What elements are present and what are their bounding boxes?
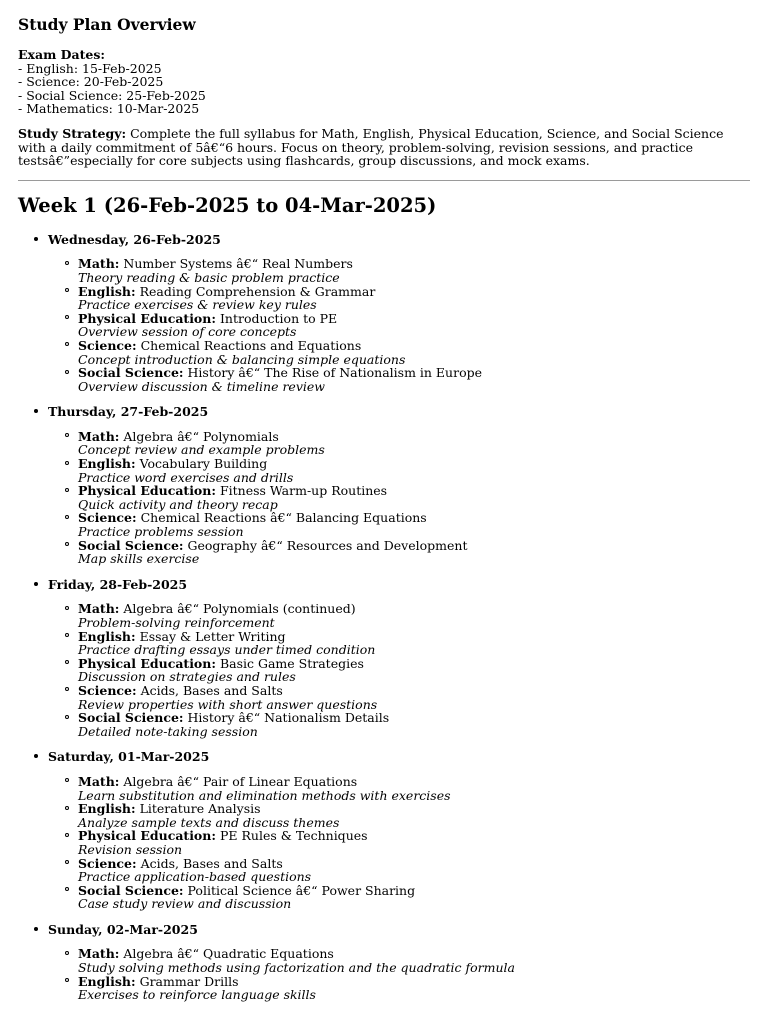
subject-item [48,312,750,339]
subject-note: Overview session of core concepts [78,324,297,340]
bullet-circle-icon [65,806,69,810]
subject-list [48,947,750,1001]
subject-item [48,711,750,738]
subject-topic: PE Rules & Techniques [219,828,368,844]
subject-name: Social Science: [78,710,184,726]
subject-topic: Geography â€“ Resources and Development [187,537,468,553]
day-item [18,750,750,911]
bullet-circle-icon [65,542,69,546]
subject-note: Practice drafting essays under timed condition [78,642,376,658]
subject-name: Math: [78,601,120,617]
subject-topic: Political Science â€“ Power Sharing [187,882,416,898]
subject-note: Detailed note-taking session [78,723,258,739]
subject-name: English: [78,456,136,472]
subject-name: English: [78,283,136,299]
subject-name: Math: [78,946,120,962]
exam-dates-section [18,48,750,116]
bullet-circle-icon [65,342,69,346]
day-heading: Thursday, 27-Feb-2025 [48,404,209,420]
subject-name: English: [78,973,136,989]
subject-topic: Introduction to PE [219,310,338,326]
bullet-circle-icon [65,978,69,982]
bullet-circle-icon [65,778,69,782]
subject-name: Science: [78,855,137,871]
subject-note: Study solving methods using factorization and the quadratic formula [78,960,515,976]
week-heading: Week 1 (26-Feb-2025 to 04-Mar-2025) [18,193,437,217]
subject-item [48,657,750,684]
study-strategy-label: Study Strategy: [18,125,127,141]
study-strategy-paragraph [18,127,748,168]
bullet-circle-icon [65,461,69,465]
subject-item [48,285,750,312]
subject-item [48,884,750,911]
day-item [18,233,750,394]
day-heading: Sunday, 02-Mar-2025 [48,921,198,937]
subject-topic: Fitness Warm-up Routines [219,483,388,499]
subject-topic: Algebra â€“ Polynomials (continued) [123,601,356,617]
subject-item [48,430,750,457]
subject-list [48,775,750,911]
subject-item [48,684,750,711]
bullet-circle-icon [65,433,69,437]
day-heading: Saturday, 01-Mar-2025 [48,749,210,765]
subject-item [48,630,750,657]
subject-name: English: [78,628,136,644]
subject-name: Physical Education: [78,483,216,499]
subject-name: English: [78,801,136,817]
bullet-circle-icon [65,606,69,610]
subject-note: Practice exercises & review key rules [78,297,317,313]
subject-topic: Chemical Reactions and Equations [140,337,362,353]
subject-topic: Reading Comprehension & Grammar [139,283,376,299]
subject-item [48,511,750,538]
subject-topic: History â€“ The Rise of Nationalism in Europe [187,365,483,381]
subject-topic: Number Systems â€“ Real Numbers [123,256,353,272]
bullet-circle-icon [65,370,69,374]
bullet-circle-icon [65,288,69,292]
subject-topic: Vocabulary Building [139,456,268,472]
subject-note: Overview discussion & timeline review [78,378,325,394]
bullet-circle-icon [65,951,69,955]
bullet-disc-icon [34,927,38,931]
subject-note: Discussion on strategies and rules [78,669,296,685]
bullet-circle-icon [65,687,69,691]
bullet-disc-icon [34,409,38,413]
subject-topic: History â€“ Nationalism Details [187,710,390,726]
subject-item [48,257,750,284]
bullet-circle-icon [65,515,69,519]
subject-note: Practice problems session [78,524,244,540]
subject-note: Analyze sample texts and discuss themes [78,814,340,830]
exam-date-item: - Social Science: 25-Feb-2025 [18,87,206,103]
subject-topic: Acids, Bases and Salts [140,682,283,698]
subject-list [48,430,750,566]
subject-name: Science: [78,337,137,353]
subject-note: Problem-solving reinforcement [78,615,275,630]
subject-topic: Chemical Reactions â€“ Balancing Equations [140,510,427,526]
bullet-disc-icon [34,754,38,758]
subject-name: Physical Education: [78,655,216,671]
bullet-circle-icon [65,488,69,492]
subject-item [48,947,750,974]
subject-list [48,257,750,393]
subject-note: Practice application-based questions [78,869,312,885]
subject-item [48,775,750,802]
subject-name: Social Science: [78,882,184,898]
bullet-circle-icon [65,833,69,837]
bullet-circle-icon [65,633,69,637]
exam-date-item: - Mathematics: 10-Mar-2025 [18,101,200,117]
subject-name: Social Science: [78,365,184,381]
subject-item [48,484,750,511]
subject-note: Exercises to reinforce language skills [78,987,316,1003]
subject-note: Case study review and discussion [78,896,292,912]
subject-topic: Algebra â€“ Quadratic Equations [123,946,334,962]
subject-item [48,457,750,484]
exam-dates-label: Exam Dates: [18,47,105,62]
subject-topic: Essay & Letter Writing [139,628,286,644]
bullet-circle-icon [65,315,69,319]
subject-name: Physical Education: [78,828,216,844]
bullet-circle-icon [65,261,69,265]
subject-name: Social Science: [78,537,184,553]
bullet-disc-icon [34,582,38,586]
subject-name: Math: [78,773,120,789]
subject-note: Practice word exercises and drills [78,469,294,485]
subject-name: Math: [78,256,120,272]
subject-note: Learn substitution and elimination methods with exercises [78,787,451,803]
subject-name: Science: [78,510,137,526]
subject-note: Quick activity and theory recap [78,496,278,512]
subject-list [48,602,750,738]
subject-name: Math: [78,428,120,444]
subject-note: Map skills exercise [78,551,200,567]
page-title: Study Plan Overview [18,15,196,34]
day-item [18,578,750,739]
subject-topic: Algebra â€“ Polynomials [123,428,279,444]
subject-name: Science: [78,682,137,698]
bullet-circle-icon [65,660,69,664]
subject-item [48,802,750,829]
subject-topic: Grammar Drills [139,973,239,989]
bullet-circle-icon [65,715,69,719]
subject-item [48,602,750,629]
day-item [18,405,750,566]
subject-item [48,339,750,366]
subject-topic: Algebra â€“ Pair of Linear Equations [123,773,358,789]
subject-note: Concept review and example problems [78,442,325,458]
subject-topic: Literature Analysis [139,801,261,817]
bullet-circle-icon [65,860,69,864]
day-heading: Friday, 28-Feb-2025 [48,576,188,592]
subject-topic: Acids, Bases and Salts [140,855,283,871]
subject-note: Revision session [78,841,183,857]
section-divider [18,180,750,181]
exam-date-item: - Science: 20-Feb-2025 [18,74,164,90]
subject-note: Concept introduction & balancing simple equations [78,351,406,367]
bullet-disc-icon [34,237,38,241]
study-strategy-text: Complete the full syllabus for Math, English, Physical Education, Science, and Social Science with a daily commitment of 5â€“6 hours. Focus on theory, problem-solving, revision sessions, and practice testsâ€”especially for core subjects using flashcards, group discussions, and mock exams. [18,125,724,169]
subject-topic: Basic Game Strategies [219,655,364,671]
day-item [18,923,750,1002]
days-list [18,233,750,1002]
subject-name: Physical Education: [78,310,216,326]
subject-item [48,975,750,1002]
subject-item [48,366,750,393]
exam-date-item: - English: 15-Feb-2025 [18,60,162,76]
subject-note: Review properties with short answer questions [78,696,378,712]
day-heading: Wednesday, 26-Feb-2025 [48,231,221,247]
bullet-circle-icon [65,887,69,891]
subject-item [48,539,750,566]
subject-item [48,829,750,856]
subject-note: Theory reading & basic problem practice [78,269,340,285]
subject-item [48,857,750,884]
